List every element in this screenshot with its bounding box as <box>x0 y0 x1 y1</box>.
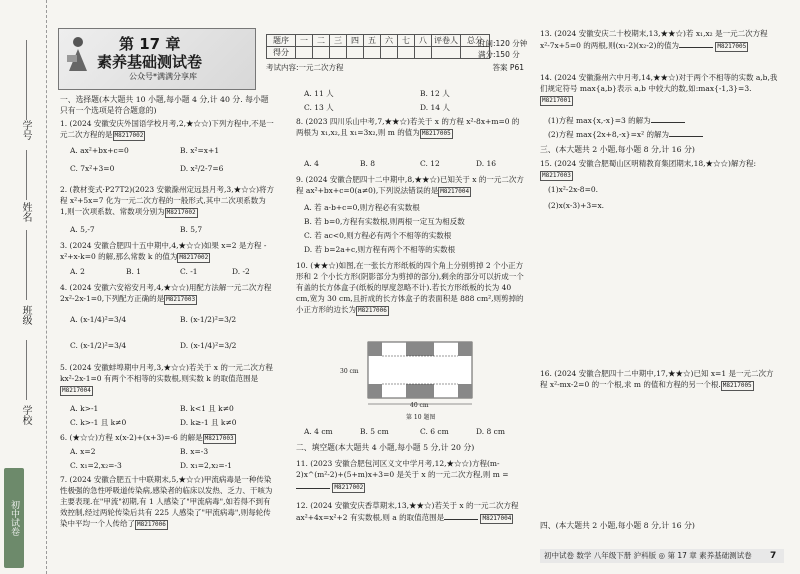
option: B. k<1 且 k≠0 <box>180 404 234 413</box>
question-1 <box>60 118 274 141</box>
option: C. 6 cm <box>420 427 449 436</box>
option: D. 8 cm <box>476 427 505 436</box>
score-value-row <box>267 47 490 59</box>
option: C. 若 ac<0,则方程必有两个不相等的实数根 <box>304 231 452 240</box>
option: B. 8 <box>360 159 376 168</box>
account-note: 公众号*满满分享库 <box>129 72 197 81</box>
question-4 <box>60 282 274 305</box>
question-3 <box>60 240 274 263</box>
question-code: M8217006 <box>137 521 166 528</box>
score-cell: 四 <box>347 35 364 47</box>
option: C. k>-1 且 k≠0 <box>70 418 127 427</box>
question-6 <box>60 432 274 444</box>
question-code: M8217004 <box>440 188 470 195</box>
question-code: M8217006 <box>358 307 387 314</box>
question-14-text: 14. (2024 安徽滁州六中月考,14,★★☆)对于两个不相等的实数 a,b,我们规定符号 max{a,b}表示 a,b 中较大的数,如:max{-1,3}=3. <box>540 73 778 93</box>
score-blank[interactable] <box>381 47 398 59</box>
question-5-text: 5. (2024 安徽蚌埠期中月考,3,★☆☆)若关于 x 的一元二次方程 kx²-2x-1=0 有两个不相等的实数根,则实数 k 的取值范围是 <box>60 363 273 383</box>
question-11-text: 11. (2023 安徽合肥包河区义文中学月考,12,★☆☆)方程(m-2)x^(m²-2)+(5+m)x+3=0 是关于 x 的一元二次方程,则 m = <box>296 459 509 479</box>
option: B. x=-3 <box>180 447 209 456</box>
option: A. 若 a-b+c=0,则方程必有实数根 <box>304 203 420 212</box>
answer-blank[interactable] <box>669 128 703 137</box>
question-15-part-1: (1)x²-2x-8=0. <box>548 185 599 194</box>
option: D. 14 人 <box>420 103 450 112</box>
question-code: M8217001 <box>542 97 571 104</box>
answer-blank[interactable] <box>651 114 685 123</box>
score-cell: 一 <box>296 35 313 47</box>
question-5 <box>60 362 274 396</box>
question-16 <box>540 368 780 391</box>
question-code: M8217002 <box>334 484 364 491</box>
score-blank[interactable] <box>330 47 347 59</box>
question-14 <box>540 72 780 106</box>
question-15-part-2: (2)x(x-3)+3=x. <box>548 201 605 210</box>
question-code: M8217002 <box>179 254 209 261</box>
score-blank[interactable] <box>415 47 432 59</box>
question-4-text: 4. (2024 安徽六安裕安月考,4,★☆☆)用配方法解一元二次方程 2x²-2x-1=0,下列配方正确的是 <box>60 283 272 303</box>
time-info <box>478 38 527 60</box>
score-cell: 题序 <box>267 35 296 47</box>
question-10 <box>296 260 526 316</box>
answer-blank[interactable] <box>296 480 330 489</box>
option: B. 1 <box>126 267 142 276</box>
section-1-heading: 一、选择题(本大题共 10 小题,每小题 4 分,计 40 分. 每小题只有一个选项是符合题意的) <box>60 95 269 115</box>
question-code: M8217003 <box>166 296 196 303</box>
question-9-text: 9. (2024 安徽合肥四十二中期中,8,★★☆)已知关于 x 的一元二次方程 ax²+bx+c=0(a≠0),下列说法错误的是 <box>296 175 524 195</box>
class-label: 班级 <box>20 305 31 325</box>
option: C. 12 <box>420 159 440 168</box>
question-15-text: 15. (2024 安徽合肥蜀山区明精教育集团期末,18,★☆☆)解方程: <box>540 159 756 168</box>
figure-width-label: 40 cm <box>410 402 429 409</box>
option: A. 4 <box>304 159 319 168</box>
exam-scope <box>266 62 524 73</box>
option: D. 若 b=2a+c,则方程有两个不相等的实数根 <box>304 245 456 254</box>
option: A. k>-1 <box>70 404 99 413</box>
question-13 <box>540 28 780 52</box>
school-line <box>26 340 27 400</box>
option: B. (x-1/2)²=3/2 <box>180 315 237 324</box>
section-2-heading: 二、填空题(本大题共 4 小题,每小题 5 分,计 20 分) <box>296 443 475 452</box>
score-blank[interactable] <box>432 47 461 59</box>
score-blank[interactable] <box>347 47 364 59</box>
score-cell: 六 <box>381 35 398 47</box>
number-line <box>26 40 27 120</box>
option: A. 5,-7 <box>70 225 95 234</box>
score-blank[interactable] <box>398 47 415 59</box>
name-line <box>26 150 27 200</box>
answer-blank[interactable] <box>444 511 478 520</box>
option: D. -2 <box>232 267 250 276</box>
option: A. ax²+bx+c=0 <box>70 146 129 155</box>
option: D. 16 <box>476 159 497 168</box>
number-label: 学号 <box>20 120 31 140</box>
question-code: M8217005 <box>722 382 752 389</box>
question-code: M8217002 <box>166 209 196 216</box>
option: B. 若 b=0,方程有实数根,则两根一定互为相反数 <box>304 217 465 226</box>
junior-exam-logo: 初中试卷 <box>4 468 24 568</box>
question-11 <box>296 458 526 493</box>
option: A. 2 <box>70 267 85 276</box>
score-table <box>266 34 490 59</box>
question-code: M8217002 <box>114 132 144 139</box>
option: D. (x-1/4)²=3/2 <box>180 341 237 350</box>
question-2-text: 2. (教材变式·P27T2)(2023 安徽滁州定远县月考,3,★☆☆)将方程 x²+5x=7 化为一元二次方程的一般形式,其中二次项系数为 1,则一次项系数、常数项分别为 <box>60 185 275 216</box>
question-3-text: 3. (2024 安徽合肥四十五中期中,4,★☆☆)如果 x=2 是方程 -x²+x-k=0 的解,那么常数 k 的值为 <box>60 241 267 261</box>
score-cell: 总分 <box>461 35 490 47</box>
score-header-row <box>267 35 490 47</box>
section-4-heading: 四、(本大题共 2 小题,每小题 8 分,计 16 分) <box>540 521 695 530</box>
option: B. 5 cm <box>360 427 389 436</box>
option: A. 11 人 <box>304 89 334 98</box>
option: A. x=2 <box>70 447 96 456</box>
score-blank[interactable] <box>364 47 381 59</box>
score-cell: 七 <box>398 35 415 47</box>
score-label: 得分 <box>267 47 296 59</box>
question-13-text: 13. (2024 安徽安庆二十校期末,13,★★☆)若 x₁,x₂ 是一元二次方程 x²-7x+5=0 的两根,则(x₁-2)(x₂-2)的值为 <box>540 29 768 50</box>
figure-height-label: 30 cm <box>340 368 359 375</box>
question-1-text: 1. (2024 安徽安庆外国语学校月考,2,★☆☆)下列方程中,不是一元二次方程的是 <box>60 119 274 139</box>
page-number: 7 <box>770 551 777 561</box>
chapter-number: 第 17 章 <box>119 35 181 53</box>
question-code: M8217005 <box>421 130 451 137</box>
time-limit: 时间:120 分钟 <box>478 39 528 48</box>
class-line <box>26 230 27 300</box>
option: C. x₁=2,x₂=-3 <box>70 461 122 470</box>
question-code: M8217004 <box>482 515 512 522</box>
option: C. 7x²+3=0 <box>70 164 115 173</box>
question-2 <box>60 184 274 218</box>
question-7 <box>60 474 274 530</box>
part-text: (2)方程 max{2x+8,-x}=x² 的解为 <box>548 130 669 139</box>
option: B. 5,7 <box>180 225 203 234</box>
page-footer: 初中试卷 数学 八年级下册 沪科版 ◎ 第 17 章 素养基础测试卷 <box>540 549 784 563</box>
option: D. x₁=2,x₂=-1 <box>180 461 233 470</box>
score-blank[interactable] <box>296 47 313 59</box>
title-banner <box>58 28 256 90</box>
score-cell: 三 <box>330 35 347 47</box>
binding-margin <box>0 0 47 574</box>
question-7-text: 7. (2024 安徽合肥五十中联期末,5,★☆☆)甲流病毒是一种传染性极强的急性呼吸道传染病,感染者的临床以发热、乏力、干咳为主要表现.在"甲流"初期,有 1 人感染了"甲流病毒",如若得不到有效控制,经过两轮传染后共有 225 人感染了"甲流病毒",则每轮传染中平均一个人传给了 <box>60 475 273 528</box>
question-14-part-1 <box>548 114 685 126</box>
full-score: 满分:150 分 <box>478 50 520 59</box>
reading-figure-icon <box>65 35 91 73</box>
option: C. -1 <box>180 267 198 276</box>
question-code: M8217005 <box>717 43 747 50</box>
option: D. k≥-1 且 k≠0 <box>180 418 237 427</box>
option: C. (x-1/2)²=3/4 <box>70 341 127 350</box>
score-blank[interactable] <box>313 47 330 59</box>
name-label: 姓名 <box>20 202 31 222</box>
question-14-part-2 <box>548 128 703 140</box>
scope-text: 考试内容:一元二次方程 <box>266 63 344 72</box>
option: B. x²=x+1 <box>180 146 220 155</box>
question-12 <box>296 500 526 524</box>
option: D. x²/2-7=6 <box>180 164 224 173</box>
part-text: (1)方程 max{x,-x}=3 的解为 <box>548 116 651 125</box>
score-cell: 评卷人 <box>432 35 461 47</box>
school-label: 学校 <box>20 405 31 425</box>
option: C. 13 人 <box>304 103 334 112</box>
option: B. 12 人 <box>420 89 450 98</box>
score-cell: 八 <box>415 35 432 47</box>
figure-caption: 第 10 题图 <box>406 414 436 421</box>
answer-ref: 答案 P61 <box>492 63 524 72</box>
question-6-text: 6. (★☆☆)方程 x(x-2)+(x+3)=-6 的解是 <box>60 433 203 442</box>
question-code: M8217003 <box>542 172 571 179</box>
section-3-heading: 三、(本大题共 2 小题,每小题 8 分,计 16 分) <box>540 145 695 154</box>
score-cell: 五 <box>364 35 381 47</box>
option: A. (x-1/4)²=3/4 <box>70 315 127 324</box>
test-title: 素养基础测试卷 <box>97 53 203 71</box>
question-15 <box>540 158 780 181</box>
option: A. 4 cm <box>304 427 333 436</box>
question-8-text: 8. (2023 四川乐山中考,7,★★☆)若关于 x 的方程 x²-8x+m=0 的两根为 x₁,x₂,且 x₁=3x₂,则 m 的值为 <box>296 117 520 137</box>
question-10-text: 10. (★★☆)如图,在一张长方形纸板的四个角上分别剪掉 2 个小正方形和 2 个小长方形(阴影部分为剪掉的部分),剩余的部分可以折成一个有盖的长方体盒子(纸板的厚度忽略不计).若长方形纸板的长为 40 cm,宽为 30 cm,且折成的长方体盒子的表面积是 888 cm²,则剪掉的小正方形的边长为 <box>296 261 524 314</box>
question-16-text: 16. (2024 安徽合肥四十二中期中,17,★★☆)已知 x=1 是一元二次方程 x²-mx-2=0 的一个根,求 m 的值和方程的另一个根. <box>540 369 774 389</box>
answer-blank[interactable] <box>679 39 713 48</box>
question-code: M8217003 <box>204 435 234 442</box>
question-9 <box>296 174 526 197</box>
score-cell: 二 <box>313 35 330 47</box>
question-code: M8217004 <box>62 387 91 394</box>
question-12-text: 12. (2024 安徽安庆香草期末,13,★★☆)若关于 x 的一元二次方程 ax²+4x=x²+2 有实数根,则 a 的取值范围是 <box>296 501 519 522</box>
question-8 <box>296 116 526 139</box>
